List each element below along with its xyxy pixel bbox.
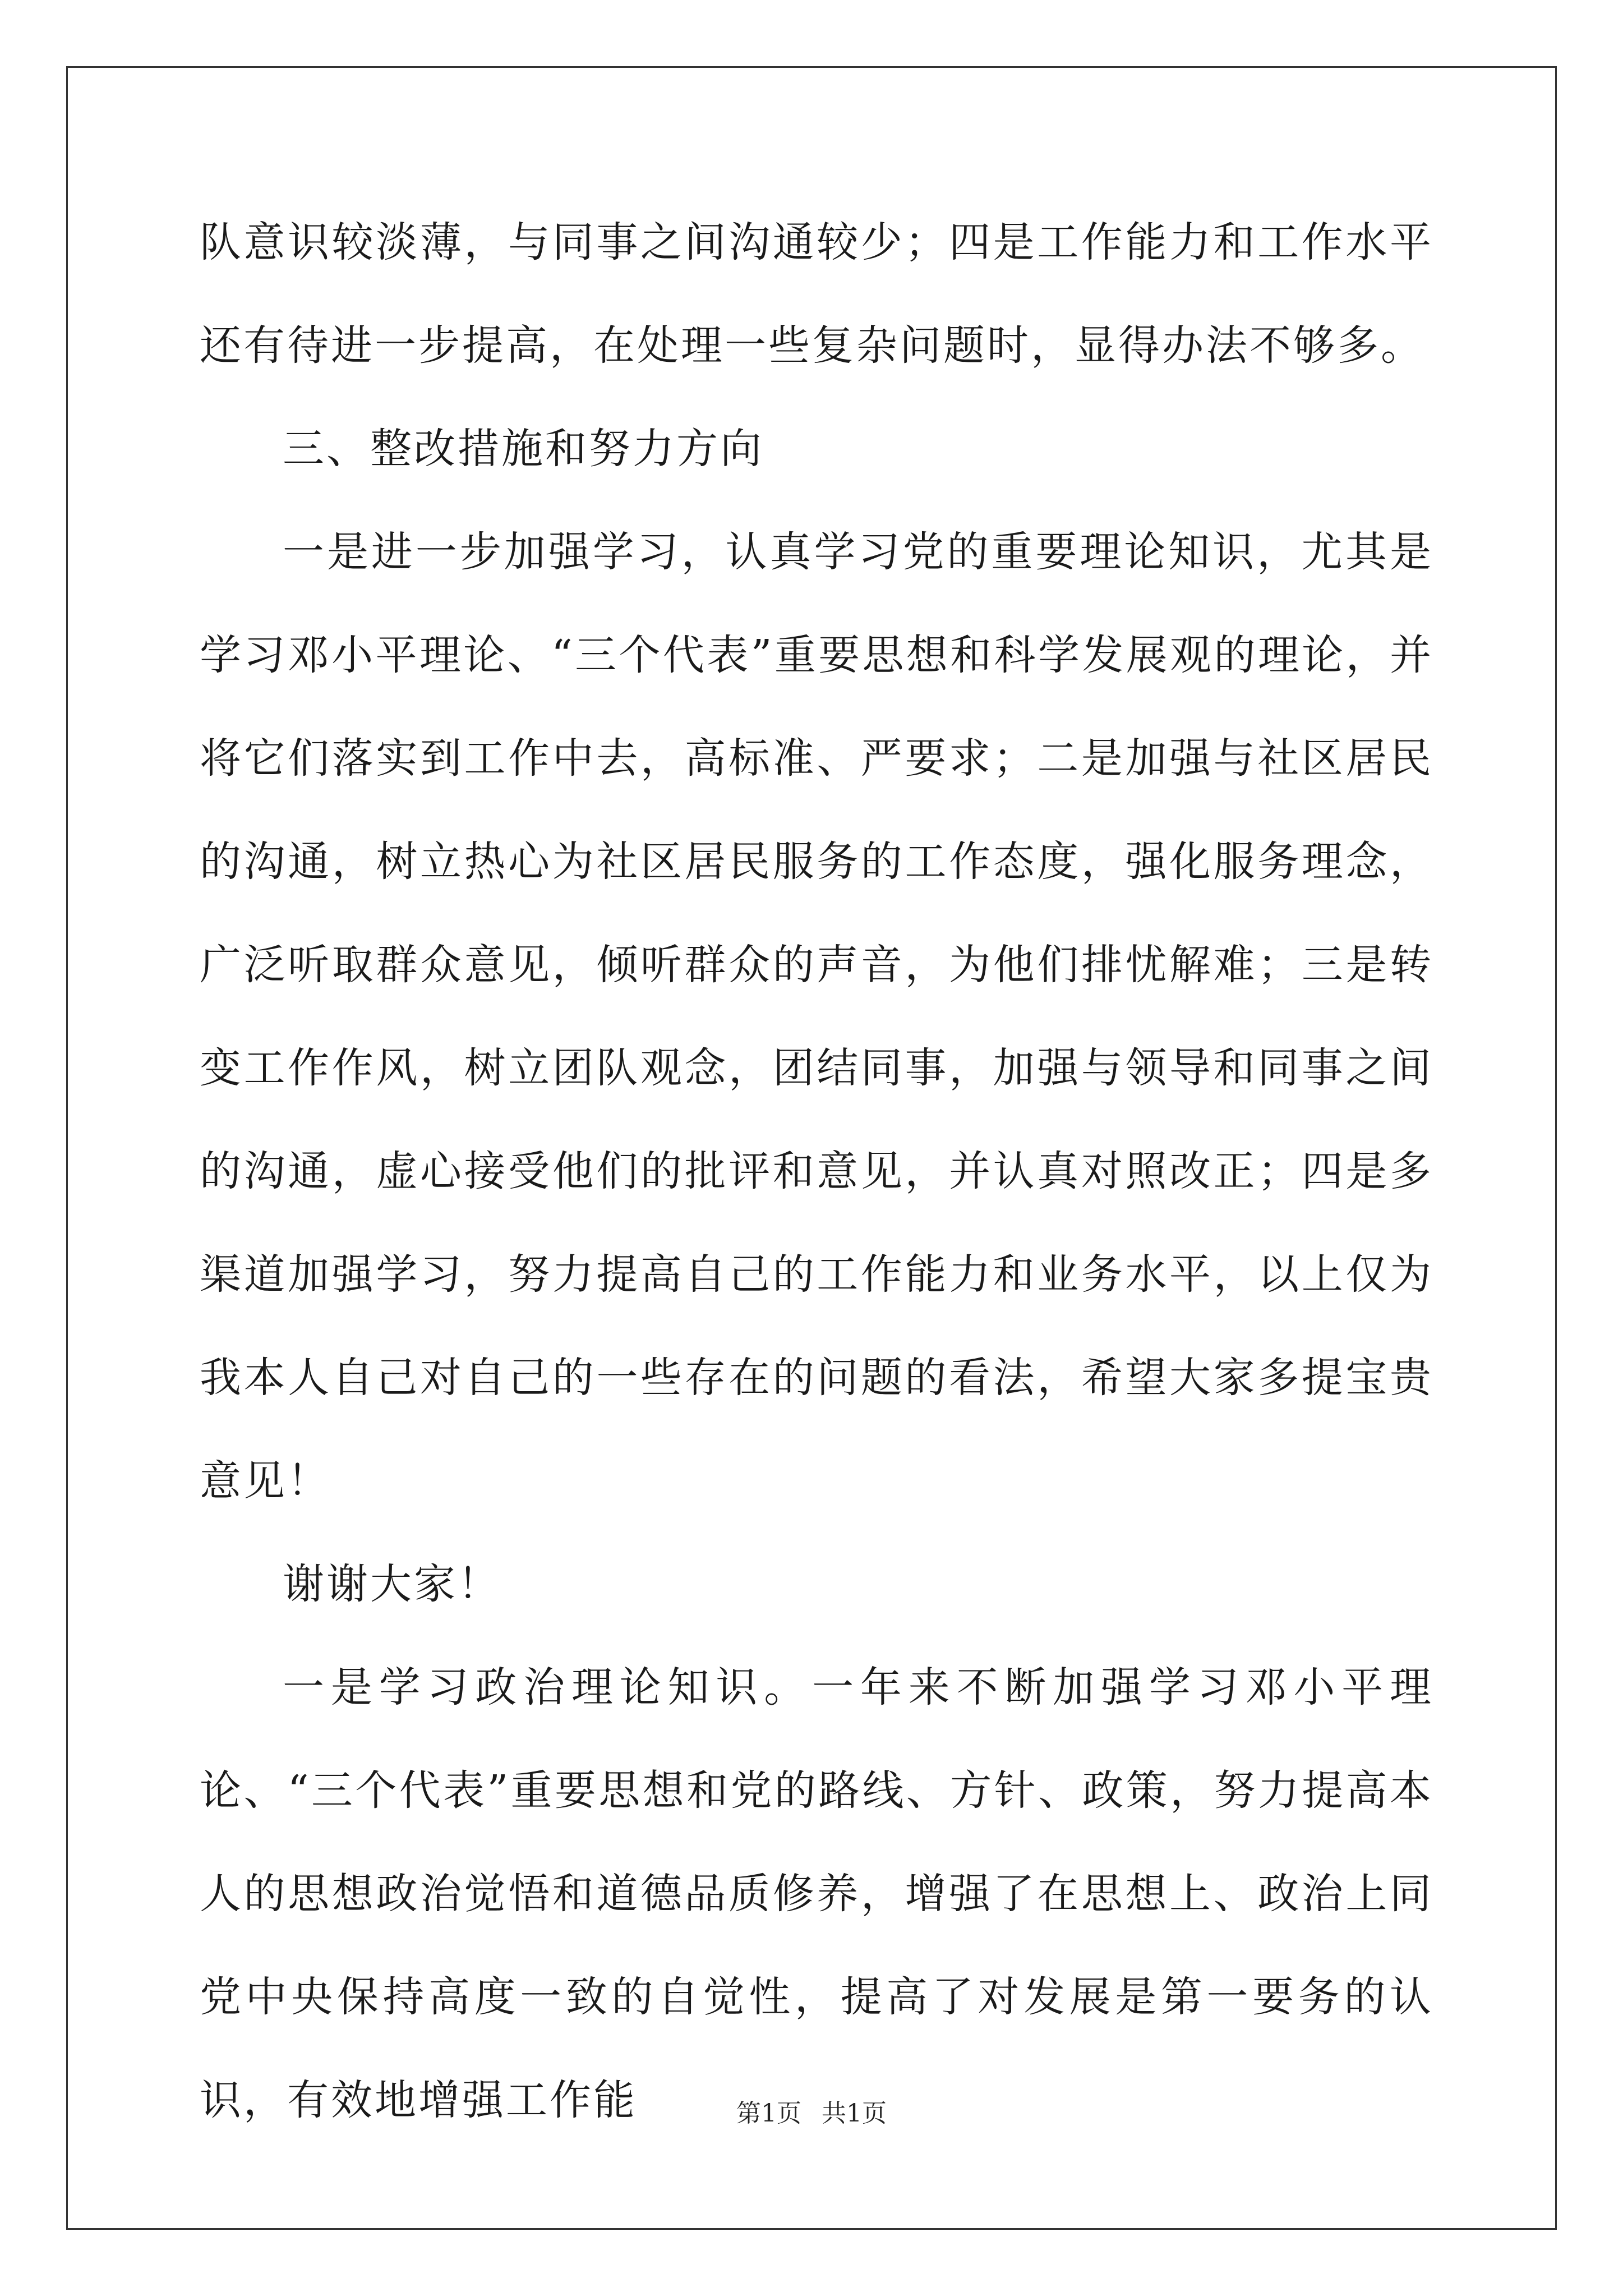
- page-footer: [0, 2097, 1623, 2131]
- page-total: 共1页: [822, 2099, 887, 2128]
- document-body: [200, 191, 1433, 2152]
- paragraph-continued: 队意识较淡薄，与同事之间沟通较少；四是工作能力和工作水平还有待进一步提高，在处理一些复杂问题时，显得办法不够多。: [200, 218, 1433, 370]
- paragraph-thanks: 谢谢大家！: [283, 1560, 501, 1608]
- paragraph-political-study: 一是学习政治理论知识。一年来不断加强学习邓小平理论、“三个代表”重要思想和党的路线、方针、政策，努力提高本人的思想政治觉悟和道德品质修养，增强了在思想上、政治上同党中央保持高度一致的自觉性，提高了对发展是第一要务的认识，有效地增强工作能: [200, 1663, 1433, 2124]
- paragraph-measures: 一是进一步加强学习，认真学习党的重要理论知识，尤其是学习邓小平理论、“三个代表”重要思想和科学发展观的理论，并将它们落实到工作中去，高标准、严要求；二是加强与社区居民的沟通，树立热心为社区居民服务的工作态度，强化服务理念，广泛听取群众意见，倾听群众的声音，为他们排忧解难；三是转变工作作风，树立团队观念，团结同事，加强与领导和同事之间的沟通，虚心接受他们的批评和意见，并认真对照改正；四是多渠道加强学习，努力提高自己的工作能力和业务水平，以上仅为我本人自己对自己的一些存在的问题的看法，希望大家多提宝贵意见！: [200, 528, 1433, 1505]
- section-heading: 三、整改措施和努力方向: [283, 425, 764, 473]
- page-number: 第1页: [736, 2099, 801, 2128]
